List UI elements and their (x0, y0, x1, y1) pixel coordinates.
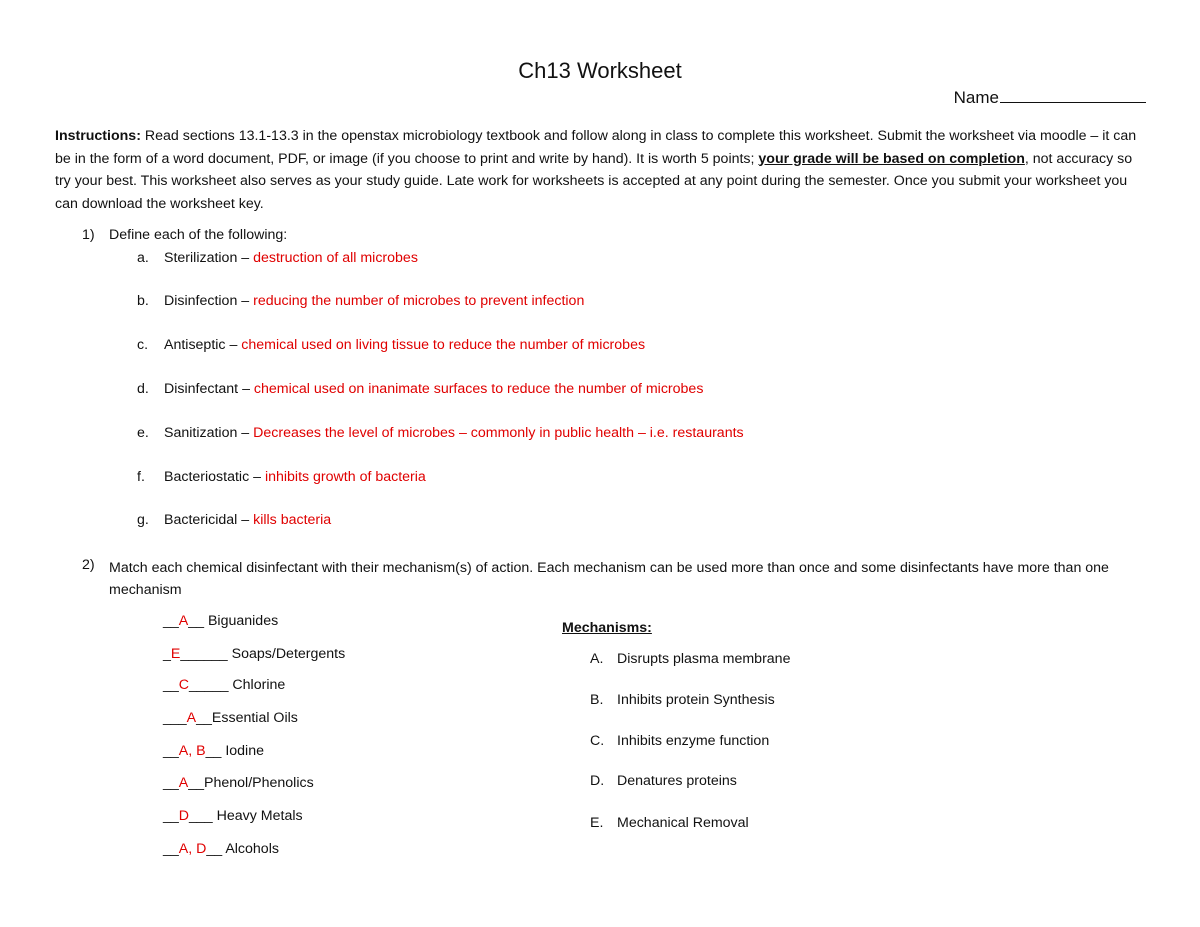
match-answer: A (178, 613, 189, 629)
match-blank: ___ (163, 710, 187, 726)
match-answer: A (178, 775, 189, 791)
definition-term: Sterilization – (164, 250, 250, 266)
match-answer: A (186, 710, 197, 726)
match-answer: E (170, 646, 181, 662)
match-term: _____ Chlorine (189, 677, 286, 693)
definition-term: Disinfectant – (164, 381, 250, 397)
mechanism-item (590, 815, 749, 831)
definition-answer: reducing the number of microbes to prevent infection (249, 293, 585, 309)
match-item[interactable] (163, 743, 264, 759)
definition-answer: kills bacteria (249, 512, 332, 528)
page-title: Ch13 Worksheet (518, 58, 682, 83)
match-blank: __ (163, 808, 179, 824)
match-term: ______ Soaps/Detergents (180, 646, 346, 662)
mechanism-text: Denatures proteins (617, 773, 737, 789)
definition-letter: e. (137, 425, 149, 441)
match-answer: A, D (178, 841, 207, 857)
definition-term: Disinfection – (164, 293, 250, 309)
match-term: ___ Heavy Metals (189, 808, 303, 824)
match-blank: __ (163, 677, 179, 693)
match-answer: D (178, 808, 190, 824)
mechanism-item (590, 651, 790, 667)
question-2-number: 2) (82, 557, 95, 573)
mechanisms-heading: Mechanisms: (562, 620, 652, 636)
mechanism-letter: E. (590, 815, 604, 831)
match-item[interactable] (163, 646, 345, 662)
definition-item (137, 337, 645, 353)
mechanism-letter: D. (590, 773, 605, 789)
definition-letter: a. (137, 250, 149, 266)
mechanism-text: Inhibits protein Synthesis (617, 692, 775, 708)
match-blank: __ (163, 743, 179, 759)
match-blank: __ (163, 613, 179, 629)
match-blank: __ (163, 775, 179, 791)
question-1-prompt: Define each of the following: (109, 227, 288, 243)
match-term: __ Biguanides (188, 613, 279, 629)
definition-item (137, 293, 584, 309)
definition-item (137, 425, 744, 441)
question-2-prompt: Match each chemical disinfectant with their mechanism(s) of action. Each mechanism can be used more than once and some disinfectants have more than one mechanism (109, 560, 1109, 598)
definition-letter: c. (137, 337, 149, 353)
match-term: __Phenol/Phenolics (188, 775, 314, 791)
match-term: __ Alcohols (206, 841, 279, 857)
match-blank: __ (163, 841, 179, 857)
match-term: __Essential Oils (196, 710, 298, 726)
definition-item (137, 512, 331, 528)
definition-term: Sanitization – (164, 425, 250, 441)
name-blank-line[interactable] (1000, 88, 1146, 103)
mechanism-letter: A. (590, 651, 604, 667)
mechanism-item (590, 692, 775, 708)
instructions-label: Instructions: (55, 128, 141, 144)
match-answer: A, B (178, 743, 206, 759)
mechanism-item (590, 773, 737, 789)
instructions-text-2: , not accuracy so try your best. This worksheet also serves as your study guide. Late work for worksheets is accepted at any point during the semester. Once you submit your worksheet you can download the worksheet key. (55, 150, 1133, 212)
question-1-number: 1) (82, 227, 95, 243)
match-blank: _ (163, 646, 171, 662)
instructions-paragraph (55, 125, 1150, 215)
match-item[interactable] (163, 677, 285, 693)
definition-answer: chemical used on inanimate surfaces to reduce the number of microbes (249, 381, 704, 397)
definition-item (137, 381, 703, 397)
definition-term: Bacteriostatic – (164, 469, 261, 485)
definition-item (137, 250, 418, 266)
definition-letter: g. (137, 512, 149, 528)
match-answer: C (178, 677, 190, 693)
match-item[interactable] (163, 841, 279, 857)
match-term: __ Iodine (205, 743, 264, 759)
name-label: Name (953, 88, 999, 107)
mechanism-text: Inhibits enzyme function (617, 733, 770, 749)
definition-term: Antiseptic – (164, 337, 238, 353)
match-item[interactable] (163, 775, 314, 791)
definition-letter: b. (137, 293, 149, 309)
definition-letter: f. (137, 469, 145, 485)
mechanism-text: Mechanical Removal (617, 815, 749, 831)
name-field[interactable] (954, 88, 1146, 108)
definition-item (137, 469, 426, 485)
definition-term: Bactericidal – (164, 512, 250, 528)
instructions-text-1: Read sections 13.1-13.3 in the openstax microbiology textbook and follow along in class to complete this worksheet. Submit the worksheet via moodle – it can be in the form of a word document, PDF, or image (if you choose to print and write by hand). It is worth 5 points; (55, 128, 1137, 167)
instructions-emphasis: your grade will be based on completion (758, 150, 1025, 167)
mechanism-letter: B. (590, 692, 604, 708)
match-item[interactable] (163, 710, 298, 726)
match-item[interactable] (163, 613, 278, 629)
definition-answer: Decreases the level of microbes – commonly in public health – i.e. restaurants (249, 425, 744, 441)
mechanism-text: Disrupts plasma membrane (617, 651, 791, 667)
mechanism-item (590, 733, 769, 749)
mechanism-letter: C. (590, 733, 605, 749)
definition-answer: chemical used on living tissue to reduce the number of microbes (237, 337, 646, 353)
match-item[interactable] (163, 808, 303, 824)
definition-answer: destruction of all microbes (249, 250, 418, 266)
definition-answer: inhibits growth of bacteria (261, 469, 426, 485)
definition-letter: d. (137, 381, 149, 397)
